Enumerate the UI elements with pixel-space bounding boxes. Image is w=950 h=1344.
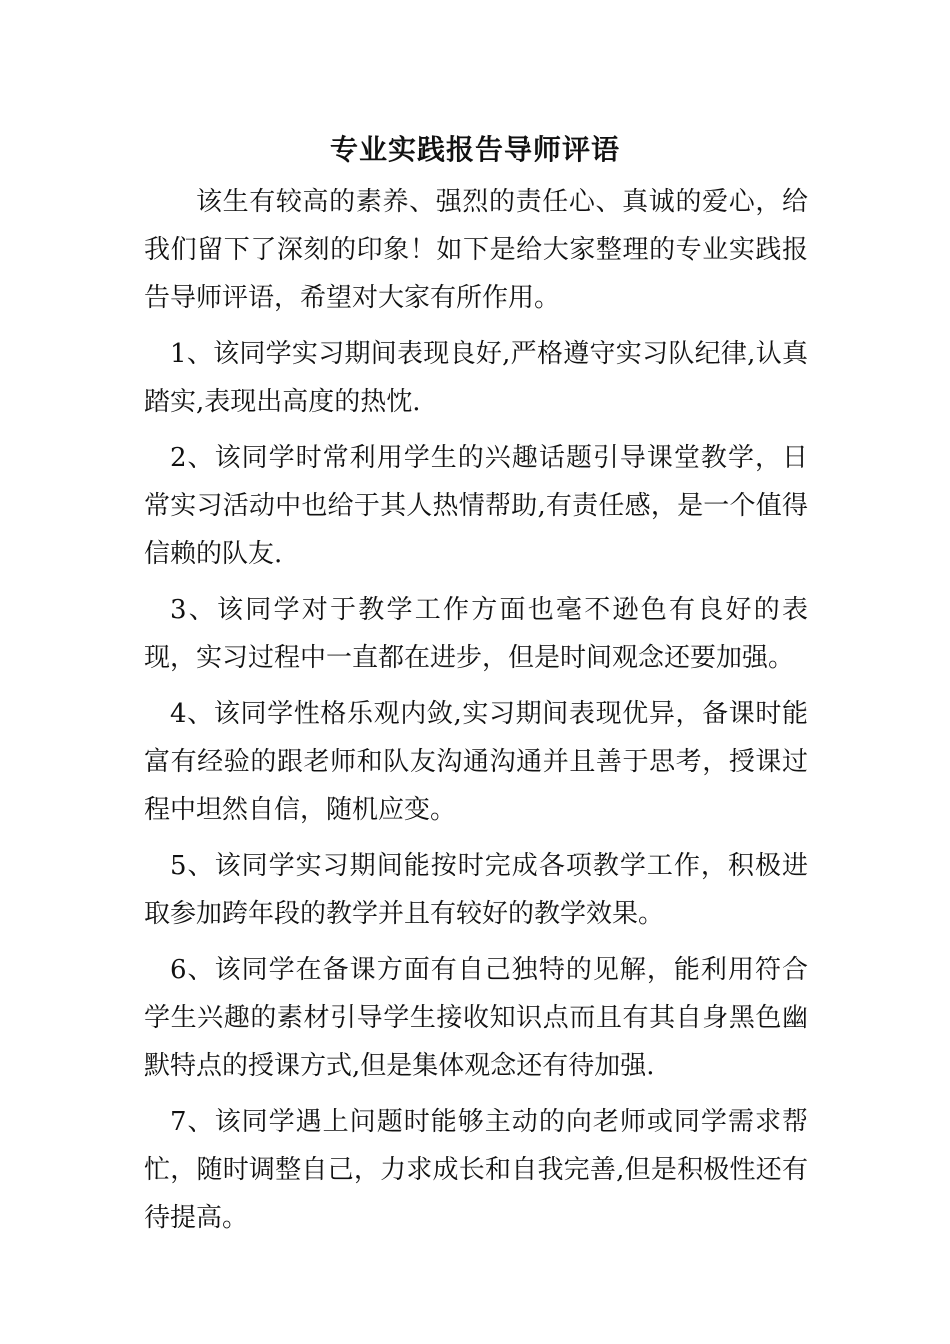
document-body (144, 178, 808, 1250)
comment-item-7: 7、该同学遇上问题时能够主动的向老师或同学需求帮忙，随时调整自己，力求成长和自我完善,但是积极性还有待提高。 (144, 1107, 808, 1233)
intro-paragraph: 该生有较高的素养、强烈的责任心、真诚的爱心，给我们留下了深刻的印象！如下是给大家整理的专业实践报告导师评语，希望对大家有所作用。 (144, 187, 808, 313)
comment-item-4: 4、该同学性格乐观内敛,实习期间表现优异，备课时能富有经验的跟老师和队友沟通沟通并且善于思考，授课过程中坦然自信，随机应变。 (144, 699, 808, 825)
document-title: 专业实践报告导师评语 (329, 133, 620, 166)
comment-item-2: 2、该同学时常利用学生的兴趣话题引导课堂教学，日常实习活动中也给于其人热情帮助,有责任感，是一个值得信赖的队友. (144, 443, 808, 569)
comment-item-6: 6、该同学在备课方面有自己独特的见解，能利用符合学生兴趣的素材引导学生接收知识点而且有其自身黑色幽默特点的授课方式,但是集体观念还有待加强. (144, 955, 808, 1081)
comment-item-1: 1、该同学实习期间表现良好,严格遵守实习队纪律,认真踏实,表现出高度的热忱. (144, 339, 808, 417)
comment-item-5: 5、该同学实习期间能按时完成各项教学工作，积极进取参加跨年段的教学并且有较好的教学效果。 (144, 851, 808, 929)
comment-item-3: 3、该同学对于教学工作方面也毫不逊色有良好的表现，实习过程中一直都在进步，但是时间观念还要加强。 (144, 595, 808, 673)
